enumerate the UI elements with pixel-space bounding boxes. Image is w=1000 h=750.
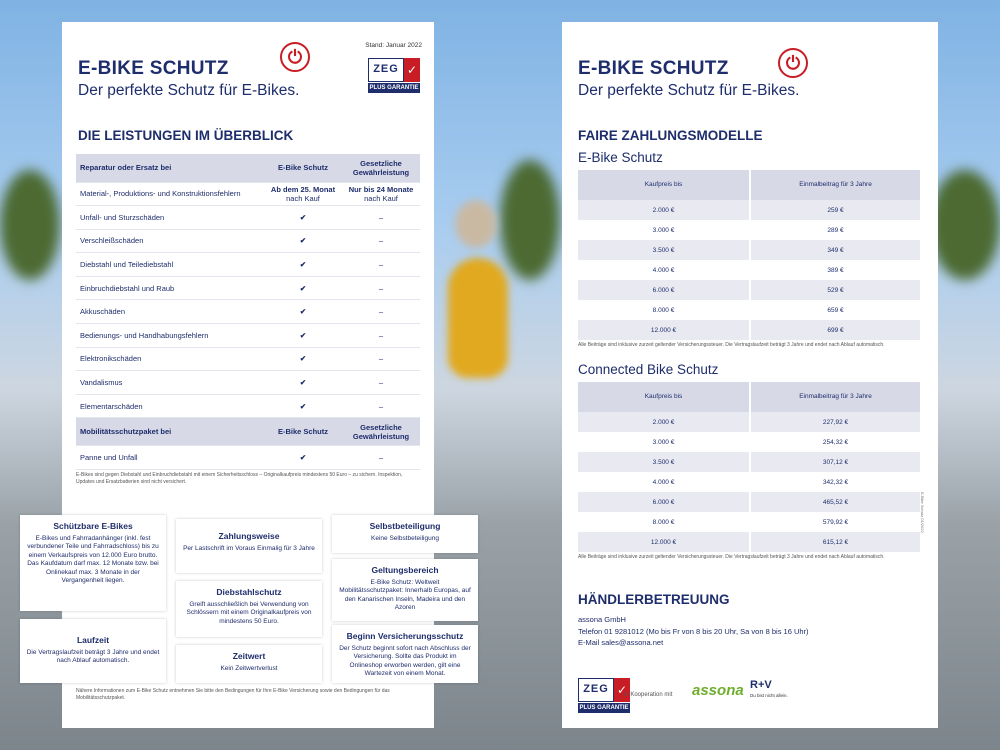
- table-title: E-Bike Schutz: [578, 150, 663, 165]
- benefits-table: [76, 154, 420, 470]
- table-row: 2.000 € 259 €: [578, 200, 921, 220]
- table-header: Gesetzliche Gewährleistung: [342, 154, 420, 182]
- table-header: Kaufpreis bis: [578, 170, 750, 200]
- phone-text: Telefon 01 9281012 (Mo bis Fr von 8 bis 20 Uhr, Sa von 8 bis 16 Uhr): [578, 626, 809, 636]
- email-link[interactable]: E-Mail sales@assona.net: [578, 638, 664, 647]
- table-row: Vandalismus ✔ –: [76, 371, 420, 395]
- table-row: 12.000 € 699 €: [578, 320, 921, 340]
- table-header: Reparatur oder Ersatz bei: [76, 154, 264, 182]
- table-row: Material-, Produktions- und Konstruktionsfehlern Ab dem 25. Monat nach Kauf Nur bis 24 Monate nach Kauf: [76, 182, 420, 206]
- table-row: Einbruchdiebstahl und Raub ✔ –: [76, 276, 420, 300]
- assona-logo: assona: [692, 682, 744, 699]
- table-row: Elektronikschäden ✔ –: [76, 347, 420, 371]
- check-icon: ✔: [264, 253, 342, 277]
- info-box: Schützbare E-Bikes E-Bikes und Fahrradanhänger (inkl. fest verbundener Teile und Fahrradschloss) bis zu einem Verkaufspreis von 12.000 Euro brutto. Das Kaufdatum darf max. 12 Monate bzw. bei Onlinekauf max. 3 Monate in der Vergangenheit liegen.: [20, 515, 166, 611]
- table-row: Unfall- und Sturzschäden ✔ –: [76, 206, 420, 230]
- table-header: Einmalbeitrag für 3 Jahre: [750, 170, 921, 200]
- check-icon: ✔: [264, 206, 342, 230]
- rv-slogan: Du bist nicht allein.: [750, 693, 788, 698]
- table-row: Verschleißschäden ✔ –: [76, 229, 420, 253]
- check-icon: ✔: [264, 371, 342, 395]
- page-title: E-BIKE SCHUTZ: [578, 58, 729, 79]
- info-box: Zeitwert Kein Zeitwertverlust: [176, 645, 322, 683]
- footnote: Alle Beiträge sind inklusive zurzeit geltender Versicherungssteuer. Die Vertragslaufzeit beträgt 3 Jahre und endet nach Ablauf automatisch.: [578, 554, 885, 560]
- info-box: Selbstbeteiligung Keine Selbstbeteiligung: [332, 515, 478, 553]
- section-title: FAIRE ZAHLUNGSMODELLE: [578, 128, 763, 143]
- price-table-ebike: [578, 170, 922, 340]
- section-title: DIE LEISTUNGEN IM ÜBERBLICK: [78, 128, 294, 143]
- check-icon: ✔: [264, 347, 342, 371]
- no-plug-icon: ⏻: [778, 48, 808, 78]
- bottom-note: Nähere Informationen zum E-Bike Schutz entnehmen Sie bitte den Bedingungen für Ihre E-Bike Versicherung sowie den Bedingungen für das Mobilitätsschutzpaket.: [76, 688, 390, 701]
- check-icon: ✔: [264, 229, 342, 253]
- table-row: Akkuschäden ✔ –: [76, 300, 420, 324]
- contact-block: assona GmbH Telefon 01 9281012 (Mo bis Fr von 8 bis 20 Uhr, Sa von 8 bis 16 Uhr) E-Mail sales@assona.net: [578, 615, 809, 647]
- table-row: 6.000 € 465,52 €: [578, 492, 921, 512]
- zeg-logo: ZEG ✓ PLUS GARANTIE: [368, 58, 420, 94]
- table-row: Elementarschäden ✔ –: [76, 394, 420, 418]
- page-subtitle: Der perfekte Schutz für E-Bikes.: [78, 82, 300, 99]
- dealer-heading: HÄNDLERBETREUUNG: [578, 592, 730, 607]
- table-row: 3.000 € 289 €: [578, 220, 921, 240]
- info-box: Laufzeit Die Vertragslaufzeit beträgt 3 Jahre und endet nach Ablauf automatisch.: [20, 619, 166, 683]
- info-box: Zahlungsweise Per Lastschrift im Voraus Einmalig für 3 Jahre: [176, 519, 322, 573]
- footnote: Alle Beiträge sind inklusive zurzeit geltender Versicherungssteuer. Die Vertragslaufzeit beträgt 3 Jahre und endet nach Ablauf automatisch.: [578, 342, 885, 348]
- table-row: 8.000 € 579,92 €: [578, 512, 921, 532]
- table-header: E-Bike Schutz: [264, 154, 342, 182]
- page-title: E-BIKE SCHUTZ: [78, 58, 229, 79]
- footnote: E-Bikes sind gegen Diebstahl und Einbruchdiebstahl mit einem Sicherheitsschloss – Originalkaufpreis mindestens 50 Euro – zu sichern. Inspektion, Updates und Ersatzbatterien sind nicht versichert.: [76, 472, 403, 485]
- table-header: Gesetzliche Gewährleistung: [342, 418, 420, 446]
- info-boxes: [20, 515, 478, 685]
- info-box: Beginn Versicherungsschutz Der Schutz beginnt sofort nach Abschluss der Versicherung. Sollte das Produkt im Onlineshop erworben werden, gilt eine Wartezeit von einem Monat.: [332, 625, 478, 683]
- table-row: 4.000 € 342,32 €: [578, 472, 921, 492]
- check-icon: ✔: [264, 446, 342, 470]
- table-title: Connected Bike Schutz: [578, 362, 719, 377]
- table-row: Bedienungs- und Handhabungsfehlern ✔ –: [76, 324, 420, 348]
- page-subtitle: Der perfekte Schutz für E-Bikes.: [578, 82, 800, 99]
- info-box: Diebstahlschutz Greift ausschließlich bei Verwendung von Schlössern mit einem Originalkaufpreis von mindestens 50 Euro.: [176, 581, 322, 637]
- table-header: Einmalbeitrag für 3 Jahre: [750, 382, 921, 412]
- check-icon: ✔: [264, 394, 342, 418]
- cooperation-text: in Kooperation mit: [624, 692, 673, 698]
- no-plug-icon: ⏻: [280, 42, 310, 72]
- table-row: Panne und Unfall ✔ –: [76, 446, 420, 470]
- table-header: Kaufpreis bis: [578, 382, 750, 412]
- table-row: 6.000 € 529 €: [578, 280, 921, 300]
- table-row: Diebstahl und Teilediebstahl ✔ –: [76, 253, 420, 277]
- table-header: Mobilitätsschutzpaket bei: [76, 418, 264, 446]
- table-row: 3.500 € 349 €: [578, 240, 921, 260]
- table-row: 3.000 € 254,32 €: [578, 432, 921, 452]
- check-icon: ✔: [264, 300, 342, 324]
- check-icon: ✔: [264, 276, 342, 300]
- table-row: 2.000 € 227,92 €: [578, 412, 921, 432]
- right-page: [562, 22, 938, 728]
- check-icon: ✔: [264, 324, 342, 348]
- rv-logo: R+V: [750, 679, 772, 691]
- table-row: 12.000 € 615,12 €: [578, 532, 921, 552]
- date-label: Stand: Januar 2022: [365, 42, 422, 49]
- price-table-connected: [578, 382, 922, 552]
- print-code: E-Bike Schutz 01/2022: [920, 492, 925, 533]
- zeg-logo: ZEG ✓ PLUS GARANTIE: [578, 678, 630, 714]
- table-header: E-Bike Schutz: [264, 418, 342, 446]
- info-box: Geltungsbereich E-Bike Schutz: Weltweit Mobilitätsschutzpaket: Innerhalb Europas, auf den Kanarischen Inseln, Madeira und den Azoren: [332, 559, 478, 621]
- table-row: 8.000 € 659 €: [578, 300, 921, 320]
- table-row: 4.000 € 389 €: [578, 260, 921, 280]
- table-row: 3.500 € 307,12 €: [578, 452, 921, 472]
